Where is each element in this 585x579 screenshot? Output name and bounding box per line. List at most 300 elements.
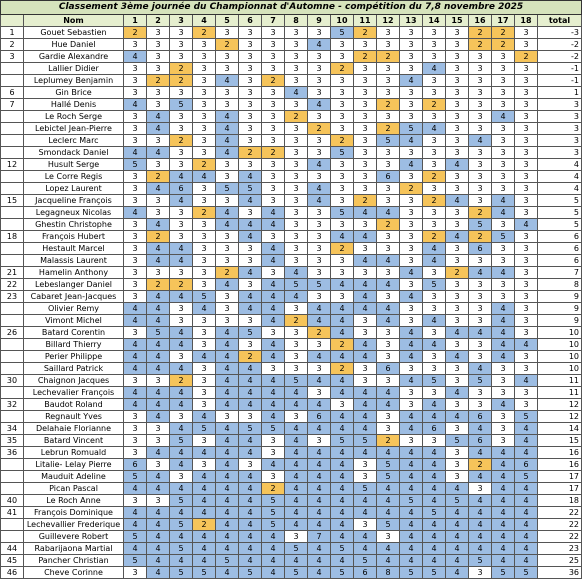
score-cell: 3 <box>377 27 400 39</box>
score-cell: 3 <box>469 75 492 87</box>
score-cell: 3 <box>515 315 538 327</box>
score-cell: 4 <box>239 483 262 495</box>
score-cell: 4 <box>354 291 377 303</box>
score-cell: 3 <box>170 411 193 423</box>
score-cell: 4 <box>170 507 193 519</box>
score-cell: 4 <box>331 315 354 327</box>
total-cell: 22 <box>538 531 582 543</box>
score-cell: 5 <box>331 567 354 579</box>
rank-cell: 21 <box>1 267 24 279</box>
score-cell: 4 <box>515 555 538 567</box>
score-cell: 4 <box>147 567 170 579</box>
score-cell: 4 <box>262 411 285 423</box>
score-cell: 4 <box>239 435 262 447</box>
score-cell: 3 <box>147 63 170 75</box>
player-name-cell: Saillard Patrick <box>24 363 124 375</box>
total-cell: 3 <box>538 111 582 123</box>
player-name-cell: Perier Philippe <box>24 351 124 363</box>
score-cell: 3 <box>147 207 170 219</box>
score-cell: 4 <box>331 279 354 291</box>
score-cell: 3 <box>308 171 331 183</box>
score-cell: 3 <box>469 399 492 411</box>
score-cell: 4 <box>354 507 377 519</box>
score-cell: 4 <box>400 507 423 519</box>
player-name-cell: Gin Brice <box>24 87 124 99</box>
score-cell: 3 <box>515 39 538 51</box>
score-cell: 2 <box>377 51 400 63</box>
total-cell: 17 <box>538 471 582 483</box>
score-cell: 4 <box>216 219 239 231</box>
score-cell: 4 <box>446 351 469 363</box>
score-cell: 3 <box>124 63 147 75</box>
score-cell: 3 <box>285 63 308 75</box>
score-cell: 4 <box>469 543 492 555</box>
score-cell: 4 <box>170 171 193 183</box>
score-cell: 5 <box>469 219 492 231</box>
score-cell: 3 <box>124 267 147 279</box>
score-cell: 2 <box>377 219 400 231</box>
score-cell: 4 <box>377 483 400 495</box>
rank-cell: 7 <box>1 99 24 111</box>
score-cell: 3 <box>354 375 377 387</box>
score-cell: 3 <box>400 111 423 123</box>
score-cell: 4 <box>492 459 515 471</box>
score-cell: 3 <box>308 231 331 243</box>
score-cell: 4 <box>423 483 446 495</box>
score-cell: 3 <box>377 159 400 171</box>
table-row <box>1 447 582 459</box>
score-cell: 4 <box>400 543 423 555</box>
score-cell: 3 <box>423 111 446 123</box>
score-cell: 2 <box>285 315 308 327</box>
score-cell: 4 <box>423 543 446 555</box>
score-cell: 3 <box>239 243 262 255</box>
score-cell: 4 <box>239 195 262 207</box>
table-row <box>1 51 582 63</box>
table-row <box>1 387 582 399</box>
score-cell: 3 <box>446 339 469 351</box>
score-cell: 3 <box>354 243 377 255</box>
rank-cell: 30 <box>1 375 24 387</box>
table-row <box>1 519 582 531</box>
score-cell: 4 <box>285 483 308 495</box>
score-cell: 5 <box>469 555 492 567</box>
score-cell: 4 <box>354 531 377 543</box>
score-cell: 4 <box>469 531 492 543</box>
score-cell: 5 <box>423 375 446 387</box>
score-cell: 4 <box>124 147 147 159</box>
hole-header-18: 18 <box>515 15 538 27</box>
score-cell: 4 <box>285 267 308 279</box>
score-cell: 4 <box>170 339 193 351</box>
score-cell: 4 <box>308 39 331 51</box>
score-cell: 3 <box>193 99 216 111</box>
score-cell: 3 <box>515 195 538 207</box>
score-cell: 4 <box>515 423 538 435</box>
score-cell: 4 <box>492 543 515 555</box>
score-cell: 3 <box>239 339 262 351</box>
table-row <box>1 543 582 555</box>
score-cell: 3 <box>492 75 515 87</box>
score-cell: 2 <box>147 75 170 87</box>
score-cell: 3 <box>170 303 193 315</box>
table-row <box>1 75 582 87</box>
total-cell: 12 <box>538 399 582 411</box>
score-cell: 3 <box>354 315 377 327</box>
score-cell: 3 <box>331 219 354 231</box>
total-cell: 11 <box>538 375 582 387</box>
score-cell: 4 <box>446 483 469 495</box>
score-cell: 4 <box>308 495 331 507</box>
rank-cell <box>1 183 24 195</box>
score-cell: 3 <box>239 39 262 51</box>
score-cell: 4 <box>331 495 354 507</box>
score-cell: 3 <box>285 219 308 231</box>
score-cell: 4 <box>377 315 400 327</box>
table-row <box>1 63 582 75</box>
score-cell: 4 <box>193 495 216 507</box>
score-cell: 3 <box>354 363 377 375</box>
score-cell: 4 <box>216 471 239 483</box>
player-name-cell: Pancher Christian <box>24 555 124 567</box>
score-cell: 3 <box>400 99 423 111</box>
rank-cell <box>1 483 24 495</box>
score-cell: 2 <box>170 75 193 87</box>
score-cell: 3 <box>262 159 285 171</box>
score-cell: 3 <box>285 27 308 39</box>
score-cell: 3 <box>239 27 262 39</box>
score-cell: 5 <box>170 495 193 507</box>
score-cell: 3 <box>331 399 354 411</box>
score-cell: 4 <box>193 303 216 315</box>
score-cell: 5 <box>400 495 423 507</box>
player-name-cell: Lallier Didier <box>24 63 124 75</box>
score-cell: 5 <box>515 471 538 483</box>
score-cell: 3 <box>193 399 216 411</box>
score-cell: 3 <box>308 63 331 75</box>
player-name-cell: Guillevere Robert <box>24 531 124 543</box>
score-cell: 4 <box>216 423 239 435</box>
rank-cell: 1 <box>1 27 24 39</box>
score-cell: 3 <box>515 63 538 75</box>
score-cell: 5 <box>239 567 262 579</box>
score-cell: 3 <box>124 327 147 339</box>
score-cell: 3 <box>377 327 400 339</box>
score-cell: 4 <box>193 171 216 183</box>
score-cell: 2 <box>377 123 400 135</box>
score-cell: 4 <box>285 519 308 531</box>
score-cell: 2 <box>170 63 193 75</box>
table-row <box>1 159 582 171</box>
player-name-cell: Hestault Marcel <box>24 243 124 255</box>
score-cell: 4 <box>124 303 147 315</box>
score-cell: 4 <box>147 519 170 531</box>
score-cell: 3 <box>170 27 193 39</box>
table-row <box>1 279 582 291</box>
score-cell: 4 <box>377 507 400 519</box>
score-cell: 3 <box>446 291 469 303</box>
score-cell: 2 <box>216 267 239 279</box>
score-cell: 4 <box>147 255 170 267</box>
score-cell: 3 <box>262 51 285 63</box>
total-cell: 16 <box>538 447 582 459</box>
score-cell: 4 <box>492 351 515 363</box>
score-cell: 2 <box>285 111 308 123</box>
score-cell: 3 <box>469 291 492 303</box>
score-cell: 2 <box>354 195 377 207</box>
score-cell: 3 <box>124 411 147 423</box>
score-cell: 4 <box>124 99 147 111</box>
score-cell: 3 <box>170 207 193 219</box>
score-cell: 4 <box>400 327 423 339</box>
score-cell: 4 <box>147 147 170 159</box>
score-cell: 4 <box>262 255 285 267</box>
score-cell: 4 <box>216 279 239 291</box>
score-cell: 2 <box>354 27 377 39</box>
score-cell: 3 <box>216 27 239 39</box>
score-cell: 3 <box>446 255 469 267</box>
score-cell: 4 <box>239 495 262 507</box>
score-cell: 3 <box>400 363 423 375</box>
score-cell: 3 <box>331 111 354 123</box>
player-name-cell: Lechevallier Frederique <box>24 519 124 531</box>
score-cell: 4 <box>354 279 377 291</box>
score-cell: 4 <box>216 111 239 123</box>
score-cell: 4 <box>492 267 515 279</box>
score-cell: 4 <box>515 495 538 507</box>
score-cell: 2 <box>308 327 331 339</box>
score-cell: 4 <box>216 327 239 339</box>
table-row <box>1 411 582 423</box>
score-cell: 4 <box>262 531 285 543</box>
score-cell: 5 <box>377 135 400 147</box>
score-cell: 4 <box>193 351 216 363</box>
score-cell: 2 <box>423 195 446 207</box>
rank-cell <box>1 243 24 255</box>
hole-header-13: 13 <box>400 15 423 27</box>
score-cell: 3 <box>308 267 331 279</box>
score-cell: 4 <box>262 399 285 411</box>
score-cell: 4 <box>262 375 285 387</box>
score-cell: 4 <box>147 291 170 303</box>
score-cell: 3 <box>492 435 515 447</box>
score-cell: 3 <box>492 219 515 231</box>
score-cell: 4 <box>400 351 423 363</box>
score-cell: 3 <box>377 375 400 387</box>
hole-header-11: 11 <box>354 15 377 27</box>
score-cell: 2 <box>147 171 170 183</box>
table-row <box>1 183 582 195</box>
total-cell: 1 <box>538 87 582 99</box>
table-row <box>1 423 582 435</box>
score-cell: 4 <box>492 399 515 411</box>
score-cell: 3 <box>170 159 193 171</box>
rank-cell: 40 <box>1 495 24 507</box>
score-cell: 4 <box>446 555 469 567</box>
score-cell: 4 <box>239 291 262 303</box>
score-cell: 4 <box>331 555 354 567</box>
score-cell: 4 <box>377 279 400 291</box>
score-cell: 3 <box>492 255 515 267</box>
score-cell: 5 <box>170 567 193 579</box>
score-cell: 3 <box>331 51 354 63</box>
score-cell: 3 <box>515 303 538 315</box>
table-row <box>1 267 582 279</box>
score-cell: 4 <box>354 543 377 555</box>
score-cell: 3 <box>285 531 308 543</box>
score-cell: 5 <box>262 423 285 435</box>
score-cell: 5 <box>469 375 492 387</box>
rank-cell: 26 <box>1 327 24 339</box>
score-cell: 5 <box>262 495 285 507</box>
score-cell: 4 <box>262 387 285 399</box>
score-cell: 3 <box>377 147 400 159</box>
table-row <box>1 195 582 207</box>
score-cell: 3 <box>492 171 515 183</box>
score-cell: 5 <box>354 555 377 567</box>
score-cell: 4 <box>331 519 354 531</box>
score-cell: 4 <box>423 255 446 267</box>
score-cell: 6 <box>377 363 400 375</box>
score-cell: 3 <box>446 51 469 63</box>
score-cell: 4 <box>515 519 538 531</box>
score-cell: 3 <box>216 315 239 327</box>
score-cell: 4 <box>377 387 400 399</box>
score-cell: 4 <box>308 567 331 579</box>
score-cell: 3 <box>308 219 331 231</box>
score-cell: 4 <box>147 507 170 519</box>
score-cell: 5 <box>331 543 354 555</box>
score-cell: 3 <box>400 27 423 39</box>
hole-header-12: 12 <box>377 15 400 27</box>
score-cell: 3 <box>423 39 446 51</box>
total-cell: 9 <box>538 291 582 303</box>
score-cell: 3 <box>216 411 239 423</box>
score-cell: 3 <box>354 99 377 111</box>
score-cell: 4 <box>216 495 239 507</box>
score-cell: 4 <box>147 303 170 315</box>
score-cell: 4 <box>216 507 239 519</box>
score-cell: 5 <box>262 519 285 531</box>
score-cell: 5 <box>170 543 193 555</box>
score-cell: 4 <box>400 519 423 531</box>
score-cell: 3 <box>354 135 377 147</box>
player-name-cell: Cheve Corinne <box>24 567 124 579</box>
score-cell: 4 <box>400 411 423 423</box>
score-cell: 3 <box>170 219 193 231</box>
score-cell: 4 <box>423 315 446 327</box>
score-cell: 3 <box>423 159 446 171</box>
score-cell: 3 <box>285 51 308 63</box>
score-cell: 5 <box>193 567 216 579</box>
score-cell: 5 <box>193 291 216 303</box>
score-cell: 4 <box>331 231 354 243</box>
score-cell: 3 <box>515 111 538 123</box>
score-cell: 4 <box>469 519 492 531</box>
score-cell: 4 <box>285 399 308 411</box>
score-cell: 4 <box>285 435 308 447</box>
score-cell: 3 <box>492 87 515 99</box>
score-cell: 2 <box>423 231 446 243</box>
score-cell: 3 <box>515 291 538 303</box>
player-name-cell: Pican Pascal <box>24 483 124 495</box>
player-name-cell: Le Roch Serge <box>24 111 124 123</box>
score-cell: 4 <box>124 483 147 495</box>
score-cell: 5 <box>492 567 515 579</box>
score-cell: 4 <box>308 375 331 387</box>
table-row <box>1 27 582 39</box>
score-cell: 4 <box>331 375 354 387</box>
score-cell: 4 <box>423 339 446 351</box>
total-cell: 3 <box>538 99 582 111</box>
score-cell: 3 <box>469 123 492 135</box>
score-cell: 4 <box>216 447 239 459</box>
score-cell: 5 <box>285 543 308 555</box>
table-row <box>1 243 582 255</box>
score-cell: 5 <box>170 435 193 447</box>
score-cell: 3 <box>423 291 446 303</box>
score-cell: 4 <box>285 87 308 99</box>
score-cell: 2 <box>170 279 193 291</box>
score-cell: 3 <box>193 267 216 279</box>
score-cell: 4 <box>469 135 492 147</box>
hole-header-9: 9 <box>308 15 331 27</box>
score-cell: 4 <box>331 483 354 495</box>
score-cell: 4 <box>492 327 515 339</box>
score-cell: 3 <box>308 255 331 267</box>
score-cell: 3 <box>377 243 400 255</box>
score-cell: 3 <box>308 363 331 375</box>
score-cell: 5 <box>515 411 538 423</box>
score-cell: 4 <box>239 387 262 399</box>
score-cell: 2 <box>492 39 515 51</box>
score-cell: 3 <box>193 435 216 447</box>
score-cell: 3 <box>147 27 170 39</box>
score-cell: 3 <box>515 207 538 219</box>
score-cell: 3 <box>331 171 354 183</box>
score-cell: 4 <box>377 447 400 459</box>
score-cell: 3 <box>400 171 423 183</box>
score-cell: 4 <box>400 483 423 495</box>
score-cell: 3 <box>354 519 377 531</box>
score-cell: 4 <box>515 375 538 387</box>
score-cell: 4 <box>239 471 262 483</box>
score-cell: 3 <box>147 195 170 207</box>
score-cell: 4 <box>216 543 239 555</box>
score-cell: 3 <box>515 351 538 363</box>
score-cell: 3 <box>492 363 515 375</box>
score-cell: 4 <box>446 507 469 519</box>
score-cell: 3 <box>469 387 492 399</box>
score-cell: 2 <box>469 459 492 471</box>
score-cell: 3 <box>446 315 469 327</box>
score-cell: 3 <box>492 291 515 303</box>
score-cell: 2 <box>216 39 239 51</box>
player-name-cell: Regnault Yves <box>24 411 124 423</box>
score-cell: 3 <box>400 195 423 207</box>
score-cell: 4 <box>124 519 147 531</box>
rank-cell: 32 <box>1 399 24 411</box>
rank-cell <box>1 147 24 159</box>
score-cell: 3 <box>308 339 331 351</box>
score-cell: 4 <box>400 339 423 351</box>
score-cell: 4 <box>285 507 308 519</box>
player-name-cell: Hallé Denis <box>24 99 124 111</box>
score-cell: 3 <box>446 147 469 159</box>
score-cell: 4 <box>193 507 216 519</box>
score-cell: 3 <box>147 51 170 63</box>
rank-cell <box>1 411 24 423</box>
